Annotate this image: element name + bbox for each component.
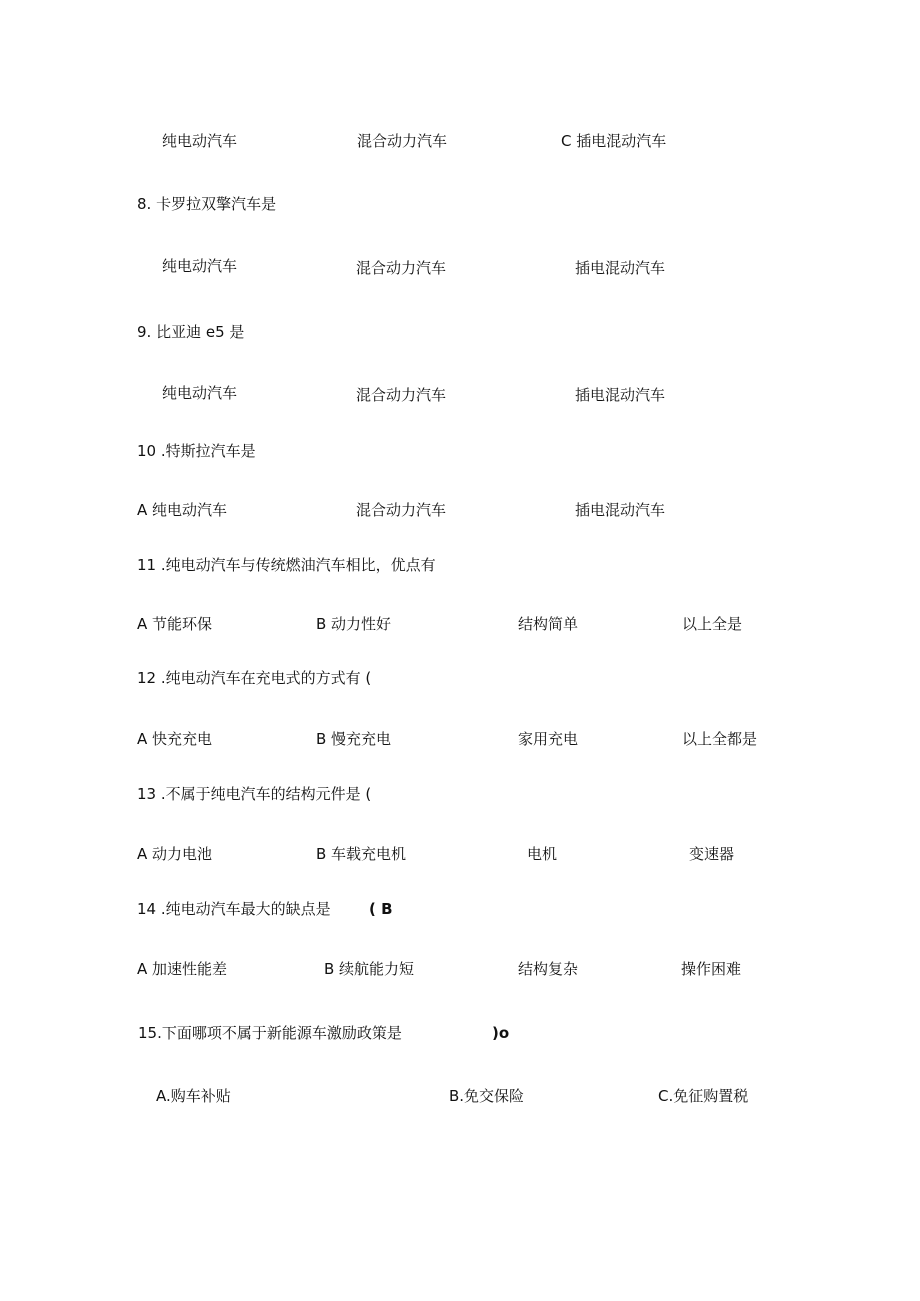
option-a: A 纯电动汽车: [137, 501, 228, 519]
option-a: A 节能环保: [137, 615, 213, 633]
question-8: 8. 卡罗拉双擎汽车是: [137, 195, 277, 213]
option-b: 混合动力汽车: [357, 132, 448, 150]
option-c: 结构复杂: [518, 960, 579, 978]
option-d: 以上全都是: [682, 730, 758, 748]
option-a: 纯电动汽车: [162, 384, 238, 402]
option-a: A.购车补贴: [156, 1087, 231, 1105]
option-c: 结构简单: [518, 615, 579, 633]
question-12: 12 .纯电动汽车在充电式的方式有 (: [137, 669, 372, 687]
option-a: 纯电动汽车: [162, 257, 238, 275]
option-b: 混合动力汽车: [356, 259, 447, 277]
option-c: C.免征购置税: [658, 1087, 749, 1105]
option-a: A 加速性能差: [137, 960, 228, 978]
option-c: 插电混动汽车: [575, 259, 666, 277]
option-b: B 动力性好: [316, 615, 392, 633]
option-d: 以上全是: [682, 615, 743, 633]
question-11: 11 .纯电动汽车与传统燃油汽车相比，优点有: [137, 556, 436, 574]
question-13: 13 .不属于纯电汽车的结构元件是 (: [137, 785, 372, 803]
option-c: C 插电混动汽车: [561, 132, 667, 150]
option-a: 纯电动汽车: [162, 132, 238, 150]
option-d: 操作困难: [681, 960, 742, 978]
question-14: 14 .纯电动汽车最大的缺点是: [137, 900, 331, 918]
option-b: 混合动力汽车: [356, 501, 447, 519]
answer-mark: ( B: [369, 900, 393, 918]
option-b: 混合动力汽车: [356, 386, 447, 404]
answer-mark: )o: [492, 1024, 510, 1042]
option-b: B.免交保险: [449, 1087, 525, 1105]
option-c: 电机: [527, 845, 558, 863]
option-c: 插电混动汽车: [575, 501, 666, 519]
option-d: 变速器: [689, 845, 735, 863]
option-b: B 慢充充电: [316, 730, 392, 748]
option-b: B 车载充电机: [316, 845, 407, 863]
option-a: A 快充充电: [137, 730, 213, 748]
option-c: 插电混动汽车: [575, 386, 666, 404]
option-a: A 动力电池: [137, 845, 213, 863]
question-9: 9. 比亚迪 e5 是: [137, 323, 245, 341]
option-b: B 续航能力短: [324, 960, 415, 978]
question-15: 15.下面哪项不属于新能源车激励政策是: [138, 1024, 402, 1042]
option-c: 家用充电: [518, 730, 579, 748]
question-10: 10 .特斯拉汽车是: [137, 442, 256, 460]
